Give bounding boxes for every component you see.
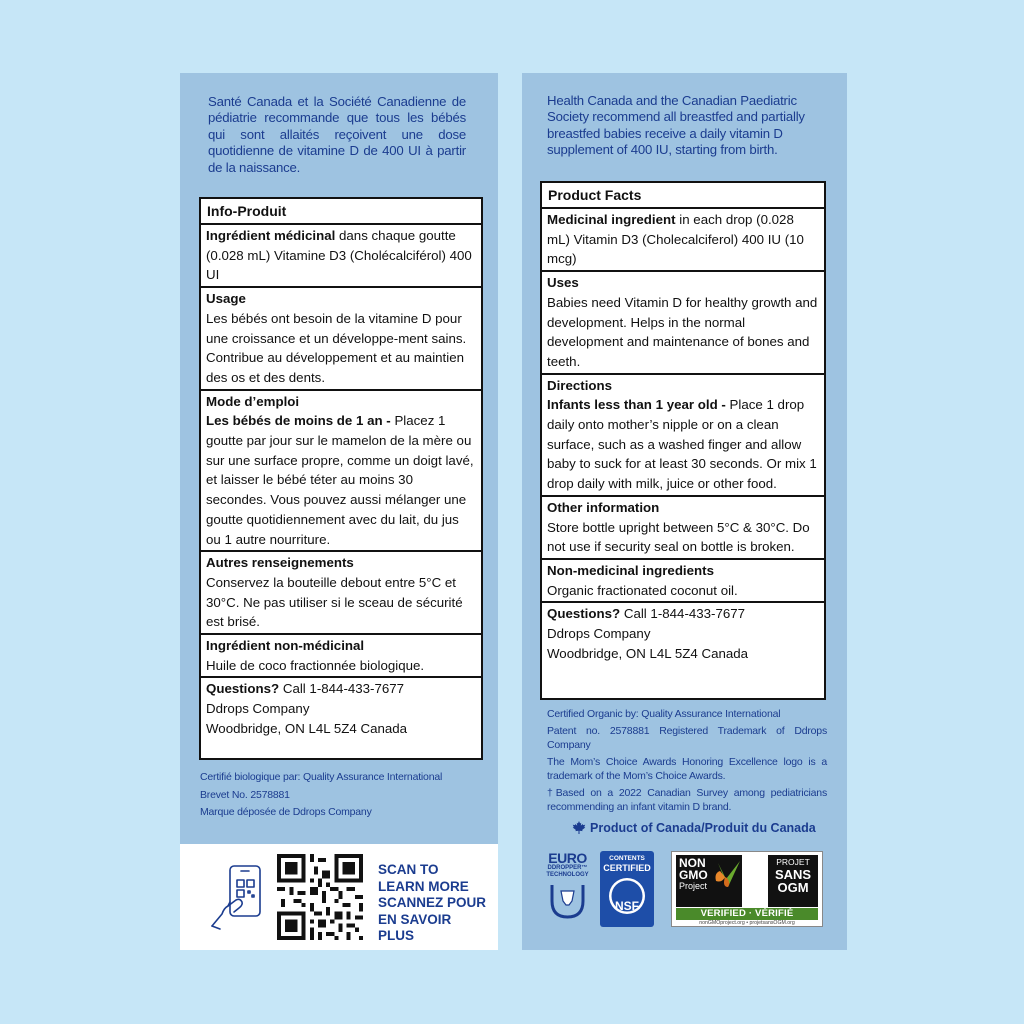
gmo-url-text: nonGMOproject.org • projetsansOGM.org [699,920,795,926]
projet-sans-ogm-badge [768,855,818,907]
french-medicinal-heading: Ingrédient médicinal [206,228,336,243]
french-questions-phone: Call 1-844-433-7677 [279,681,405,697]
english-nonmed-section [542,560,824,603]
french-nonmed-section [201,635,481,678]
product-of-canada-text: Product of Canada/Produit du Canada [590,821,816,835]
english-medicinal-heading: Medicinal ingredient [547,212,676,227]
gmo-ogm-text: OGM [777,880,809,895]
english-label-panel [522,73,847,950]
english-intro-text: Health Canada and the Canadian Paediatric Society recommend all breastfed and partially breastfed babies receive a daily vitamin D supplement of 400 IU, starting from birth. [547,93,805,158]
english-other-text: Store bottle upright between 5°C & 30°C. Do not use if security seal on bottle is broken. [547,519,810,555]
french-medicinal-section [201,225,481,288]
phone-scan-icon [208,862,270,932]
french-medicinal-text: dans chaque goutte (0.028 mL) Vitamine D3 (Cholécalciférol) 400 UI [206,228,472,283]
nsf-certified-text: CERTIFIED [603,863,651,873]
english-questions-section [542,603,824,664]
french-directions-text: Placez 1 goutte par jour sur le mamelon de la mère ou sur une surface propre, comme un doigt lavé, et laisser le bébé téter au moins 30 secondes. Vous pouvez aussi mélanger une goutte quotidiennement avec du lait, du jus ou 1 autre nourriture. [206,413,474,547]
french-usage-text: Les bébés ont besoin de la vitamine D pour une croissance et un développe-ment sains. Contribue au développement et au maintien des os et des dents. [206,310,467,385]
english-foot-survey: †Based on a 2022 Canadian Survey among pediatricians recommending an infant vitamin D brand. [547,787,827,813]
french-foot-patent: Brevet No. 2578881 [200,788,290,801]
scan-section [180,844,498,950]
english-medicinal-text: in each drop (0.028 mL) Vitamin D3 (Cholecalciferol) 400 IU (10 mcg) [547,212,804,267]
french-facts-title: Info-Produit [201,199,481,225]
english-nonmed-heading: Non-medicinal ingredients [547,562,714,578]
french-address: Woodbridge, ON L4L 5Z4 Canada [206,720,408,736]
french-foot-organic: Certifié biologique par: Quality Assurance International [200,771,443,783]
english-nonmed-text: Organic fractionated coconut oil. [547,582,738,598]
scan-line-3: SCANNEZ POUR [378,895,487,910]
english-questions-heading: Questions? [547,606,621,622]
french-label-panel [180,73,498,950]
gmo-sans-text: SANS [774,867,812,882]
euro-ddropper-logo [545,851,590,928]
french-facts-box [199,197,483,760]
nsf-certified-logo [600,851,654,927]
english-directions-heading: Directions [547,377,613,393]
english-footnotes [547,707,827,817]
english-foot-moms-choice: The Mom’s Choice Awards Honoring Excellence logo is a trademark of the Mom’s Choice Awards. [547,756,827,782]
product-of-canada [572,821,816,835]
french-directions-section [201,391,481,553]
euro-technology-text: TECHNOLOGY [546,872,589,878]
english-uses-heading: Uses [547,275,579,291]
euro-text: EURO [548,850,587,866]
english-other-heading: Other information [547,499,660,515]
french-other-heading: Autres renseignements [206,555,354,571]
euro-ddropper-text: DDROPPER™ [547,865,588,871]
gmo-verified-bar: VERIFIED · VÉRIFIÉ [676,908,818,920]
english-questions-phone: Call 1-844-433-7677 [620,606,746,622]
english-facts-title: Product Facts [542,183,824,209]
english-other-section [542,497,824,560]
french-directions-lead: Les bébés de moins de 1 an - [206,413,395,429]
dropper-icon [545,881,590,921]
scan-line-1: SCAN TO [378,862,439,877]
english-address: Woodbridge, ON L4L 5Z4 Canada [547,645,749,661]
english-foot-patent: Patent no. 2578881 Registered Trademark of Ddrops Company [547,725,827,751]
scan-line-4: EN SAVOIR PLUS [378,911,452,943]
english-uses-text: Babies need Vitamin D for healthy growth and development. Helps in the normal development and maintenance of bones and teeth. [547,294,818,369]
french-questions-section [201,678,481,739]
english-foot-organic: Certified Organic by: Quality Assurance International [547,708,781,720]
gmo-projet-text: PROJET [776,857,810,867]
nsf-contents-text: CONTENTS [609,855,645,862]
scan-line-2: LEARN MORE [378,878,469,894]
french-foot-trademark: Marque déposée de Ddrops Company [200,806,372,818]
french-other-text: Conservez la bouteille debout entre 5°C et 30°C. Ne pas utiliser si le sceau de sécurité est brisé. [206,574,463,630]
french-usage-section [201,288,481,391]
english-facts-box [540,181,826,700]
gmo-gmo-text: GMO [679,868,708,882]
english-medicinal-section [542,209,824,272]
english-uses-section [542,272,824,375]
gmo-non-text: NON [679,856,706,870]
english-directions-lead: Infants less than 1 year old - [547,397,730,413]
qr-code-icon [277,854,363,940]
maple-leaf-icon [572,821,586,834]
non-gmo-badge [676,855,742,907]
french-usage-heading: Usage [206,291,246,307]
butterfly-icon [712,861,742,895]
english-directions-section [542,375,824,497]
french-nonmed-heading: Ingrédient non-médicinal [206,638,365,654]
french-other-section [201,552,481,635]
english-company: Ddrops Company [547,626,651,642]
non-gmo-project-logo [671,851,823,927]
french-footnotes [200,769,480,822]
english-directions-text: Place 1 drop daily onto mother’s nipple or on a clean surface, such as a washed finger and allow baby to suck for at least 30 seconds. Or mix 1 drop daily with milk, juice or other food. [547,397,817,492]
scan-text [378,862,488,945]
french-questions-heading: Questions? [206,681,280,697]
french-directions-heading: Mode d’emploi [206,393,300,409]
nsf-mark-text: NSF [615,899,639,913]
french-nonmed-text: Huile de coco fractionnée biologique. [206,657,425,673]
french-intro-text: Santé Canada et la Société Canadienne de pédiatrie recommande que tous les bébés qui sont allaités reçoivent une dose quotidienne de vitamine D de 400 UI à partir de la naissance. [208,94,466,175]
gmo-project-text: Project [679,881,708,891]
french-company: Ddrops Company [206,701,310,717]
